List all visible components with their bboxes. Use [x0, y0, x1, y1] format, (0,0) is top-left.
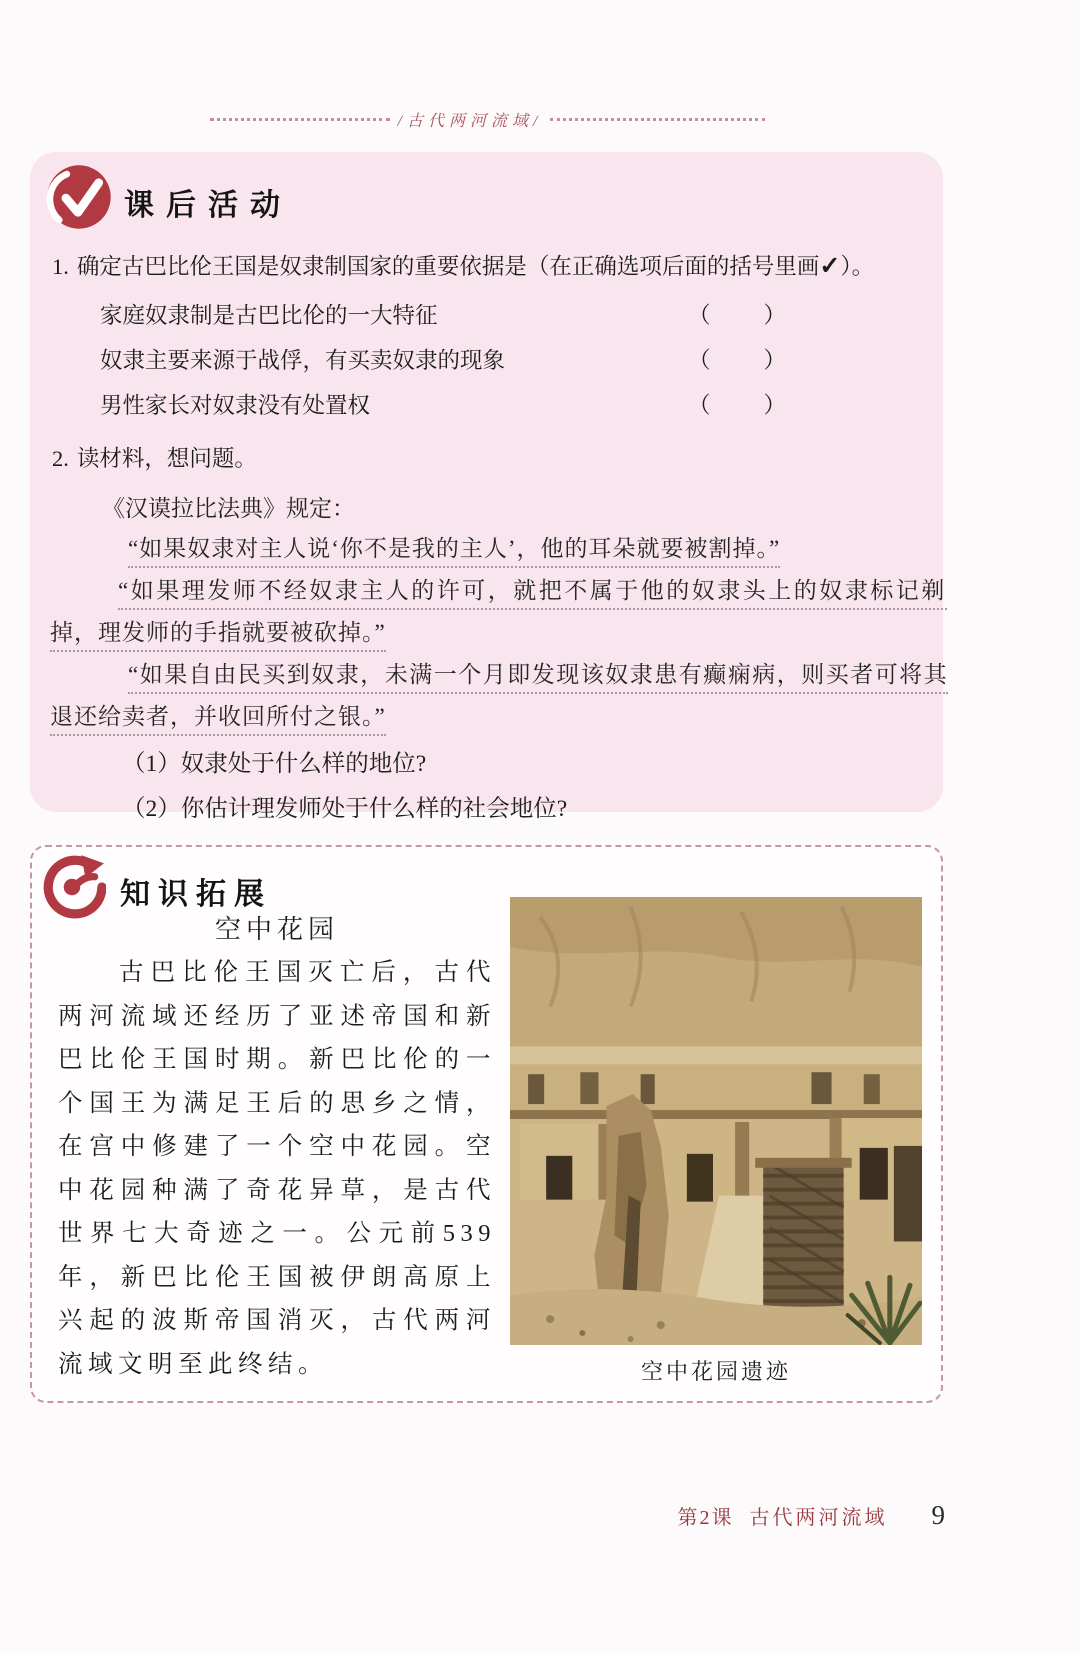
footer-lesson-number: 第2课: [677, 1507, 734, 1529]
checkmark-glyph: ✓: [819, 253, 841, 280]
header-dotted-line-right: [550, 118, 765, 121]
option-row: [100, 298, 946, 330]
answer-bracket[interactable]: [688, 388, 786, 420]
quote-text: “如果自由民买到奴隶，未满一个月即发现该奴隶患有癫痫病，则买者可将其: [128, 662, 948, 694]
question-2-number: 2.: [52, 446, 69, 471]
page-footer: [0, 1500, 945, 1531]
option-text: 家庭奴隶制是古巴比伦的一大特征: [100, 303, 438, 328]
law-quote-line: [50, 698, 386, 731]
question-2-text: 读材料，想问题。: [76, 446, 257, 471]
header-dotted-line-left: [210, 118, 390, 121]
option-row: [100, 388, 946, 420]
question-1-number: 1.: [52, 254, 69, 279]
question-1-tail: ）。: [840, 254, 875, 279]
answer-bracket[interactable]: [688, 298, 786, 330]
sub-question-2: （2）你估计理发师处于什么样的社会地位?: [122, 796, 568, 822]
law-quote-line: [50, 614, 386, 647]
law-quote-line: [118, 572, 947, 605]
knowledge-subtitle: 空中花园: [214, 915, 339, 944]
knowledge-paragraph: 古巴比伦王国灭亡后，古代两河流域还经历了亚述帝国和新巴比伦王国时期。新巴比伦的一个国王为满足王后的思乡之情，在宫中修建了一个空中花园。空中花园种满了奇花异草，是古代世界七大奇迹之一。公元前539年，新巴比伦王国被伊朗高原上兴起的波斯帝国消灭，古代两河流域文明至此终结。: [58, 959, 496, 1378]
question-1: [52, 249, 874, 281]
knowledge-section-title: 知识拓展: [120, 878, 272, 911]
bracket-close: ）: [763, 393, 786, 418]
check-swoosh-icon: [44, 162, 114, 232]
photo-caption: 空中花园遗迹: [640, 1359, 791, 1384]
bracket-open: （: [688, 393, 711, 418]
material-source-line: 《汉谟拉比法典》规定：: [102, 496, 355, 521]
option-row: [100, 343, 946, 375]
page-header: [0, 108, 975, 131]
chapter-running-head: /古代两河流域/: [397, 113, 543, 130]
question-1-text: 确定古巴比伦王国是奴隶制国家的重要依据是（在正确选项后面的括号里画: [76, 254, 820, 279]
activity-section-title: 课后活动: [124, 189, 292, 222]
law-quote-line: [128, 656, 948, 689]
bracket-open: （: [688, 303, 711, 328]
option-text: 男性家长对奴隶没有处置权: [100, 393, 371, 418]
option-text: 奴隶主要来源于战俘，有买卖奴隶的现象: [100, 348, 506, 373]
sub-question-1: （1）奴隶处于什么样的地位?: [122, 751, 427, 777]
law-quote-line: [128, 530, 780, 563]
question-2: [52, 441, 257, 473]
after-class-activity-section: [30, 152, 949, 822]
answer-bracket[interactable]: [688, 343, 786, 375]
page-number: 9: [931, 1500, 945, 1530]
bracket-close: ）: [763, 303, 786, 328]
footer-lesson-title: 古代两河流域: [749, 1507, 888, 1529]
bracket-close: ）: [763, 348, 786, 373]
quote-text: 退还给卖者，并收回所付之银。”: [50, 704, 386, 736]
quote-text: “如果奴隶对主人说‘你不是我的主人’，他的耳朵就要被割掉。”: [128, 536, 780, 568]
quote-text: “如果理发师不经奴隶主人的许可，就把不属于他的奴隶头上的奴隶标记剃: [118, 578, 947, 610]
hanging-gardens-ruins-photo: [510, 897, 922, 1345]
knowledge-expansion-section: [30, 845, 943, 1403]
quote-text: 掉，理发师的手指就要被砍掉。”: [50, 620, 386, 652]
bracket-open: （: [688, 348, 711, 373]
